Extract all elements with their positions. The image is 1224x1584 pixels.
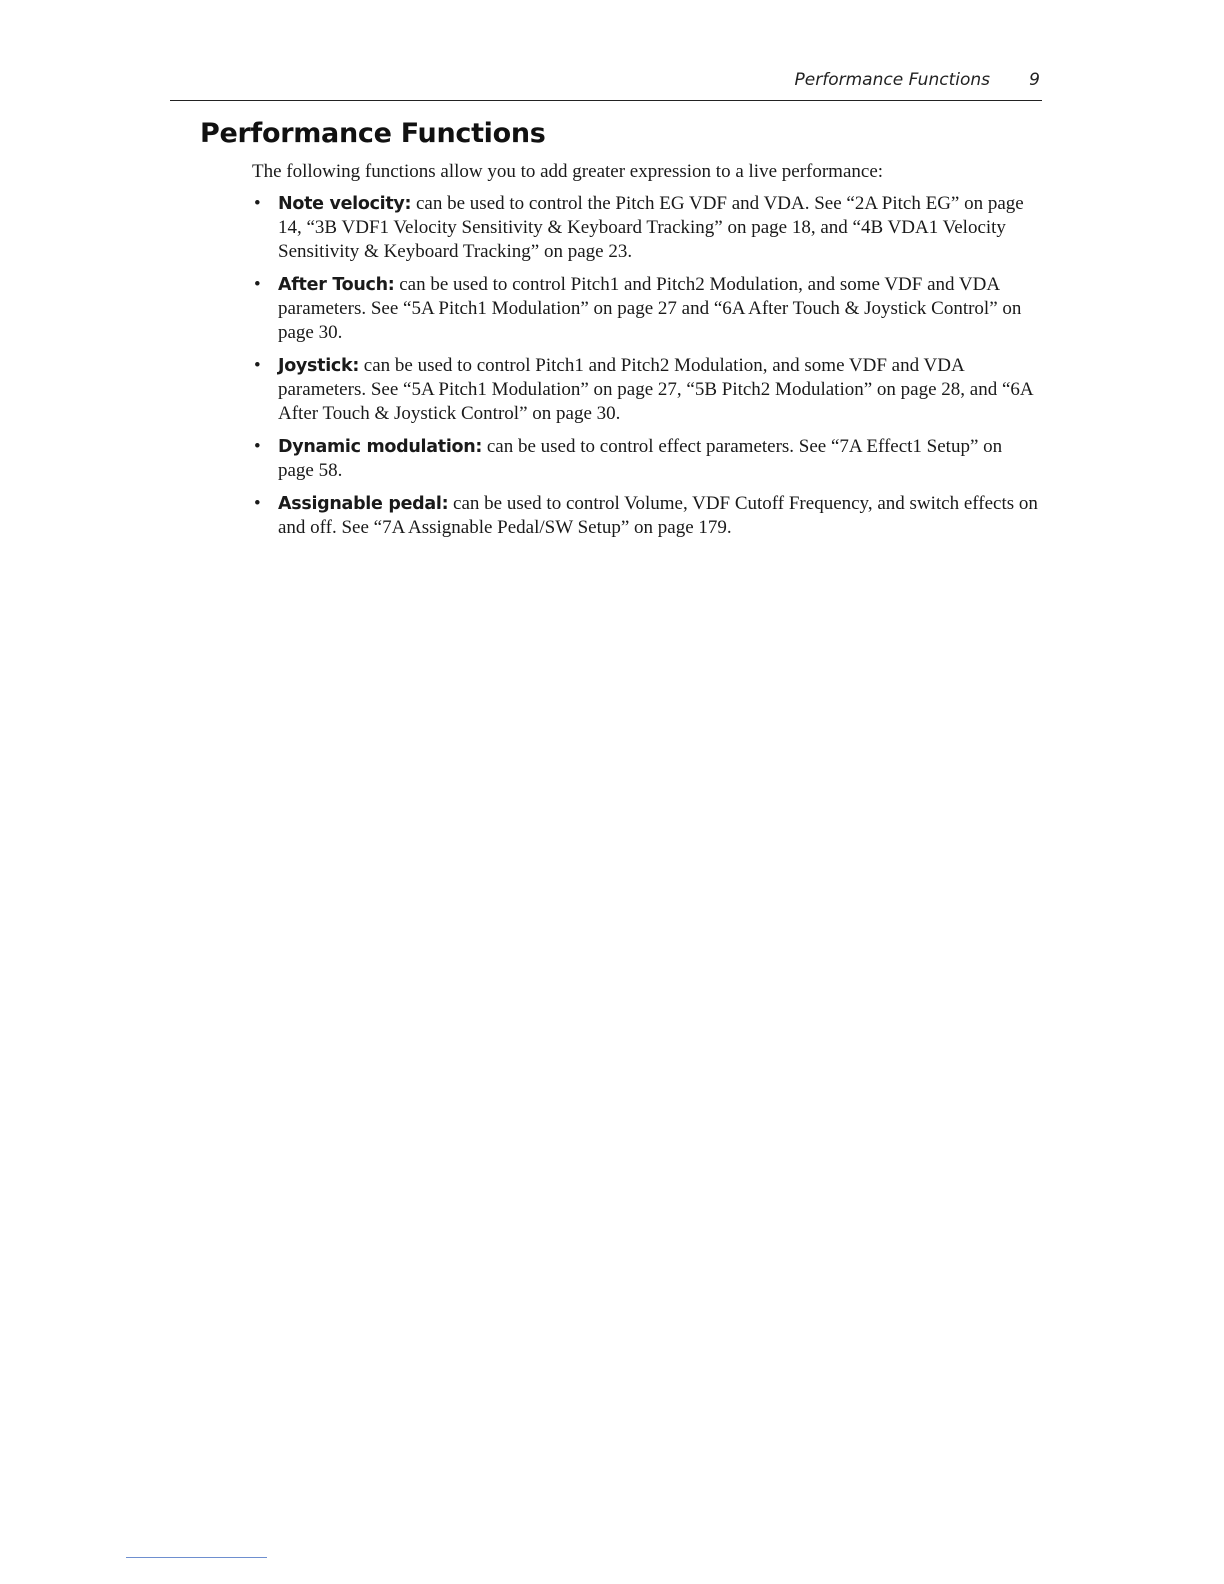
running-title: Performance Functions bbox=[794, 70, 990, 90]
page-number: 9 bbox=[1029, 70, 1040, 90]
bullet-icon: • bbox=[254, 493, 261, 514]
section-title: Performance Functions bbox=[200, 118, 546, 149]
term-label: Joystick: bbox=[278, 356, 360, 376]
term-description: can be used to control Pitch1 and Pitch2 Modulation, and some VDF and VDA parameters. See “5A Pitch1 Modulation” on page 27 and “6A After Touch & Joystick Control” on page 30. bbox=[278, 274, 1022, 343]
intro-paragraph: The following functions allow you to add greater expression to a live performance: bbox=[252, 161, 884, 182]
term-description: can be used to control Volume, VDF Cutoff Frequency, and switch effects on and off. See “7A Assignable Pedal/SW Setup” on page 179. bbox=[278, 493, 1038, 538]
bullet-icon: • bbox=[254, 355, 261, 376]
term-label: Note velocity: bbox=[278, 194, 412, 214]
term-label: Assignable pedal: bbox=[278, 494, 449, 514]
term-description: can be used to control effect parameters. See “7A Effect1 Setup” on page 58. bbox=[278, 436, 1003, 481]
bullet-icon: • bbox=[254, 436, 261, 457]
term-label: After Touch: bbox=[278, 275, 395, 295]
list-item-dynamic-modulation bbox=[252, 435, 1042, 483]
term-description: can be used to control the Pitch EG VDF and VDA. See “2A Pitch EG” on page 14, “3B VDF1 Velocity Sensitivity & Keyboard Tracking” on page 18, and “4B VDA1 Velocity Sensitivity & Keyboard Tracking” on page 23. bbox=[278, 193, 1024, 262]
list-item-joystick bbox=[252, 354, 1042, 426]
term-description: can be used to control Pitch1 and Pitch2 Modulation, and some VDF and VDA parameters. See “5A Pitch1 Modulation” on page 27, “5B Pitch2 Modulation” on page 28, and “6A After Touch & Joystick Control” on page 30. bbox=[278, 355, 1033, 424]
footer-rule bbox=[126, 1557, 267, 1558]
term-label: Dynamic modulation: bbox=[278, 437, 483, 457]
list-item-note-velocity bbox=[252, 192, 1042, 264]
list-item-assignable-pedal bbox=[252, 492, 1042, 540]
function-list bbox=[252, 192, 1042, 549]
bullet-icon: • bbox=[254, 193, 261, 214]
running-header bbox=[170, 68, 1042, 101]
bullet-icon: • bbox=[254, 274, 261, 295]
list-item-after-touch bbox=[252, 273, 1042, 345]
